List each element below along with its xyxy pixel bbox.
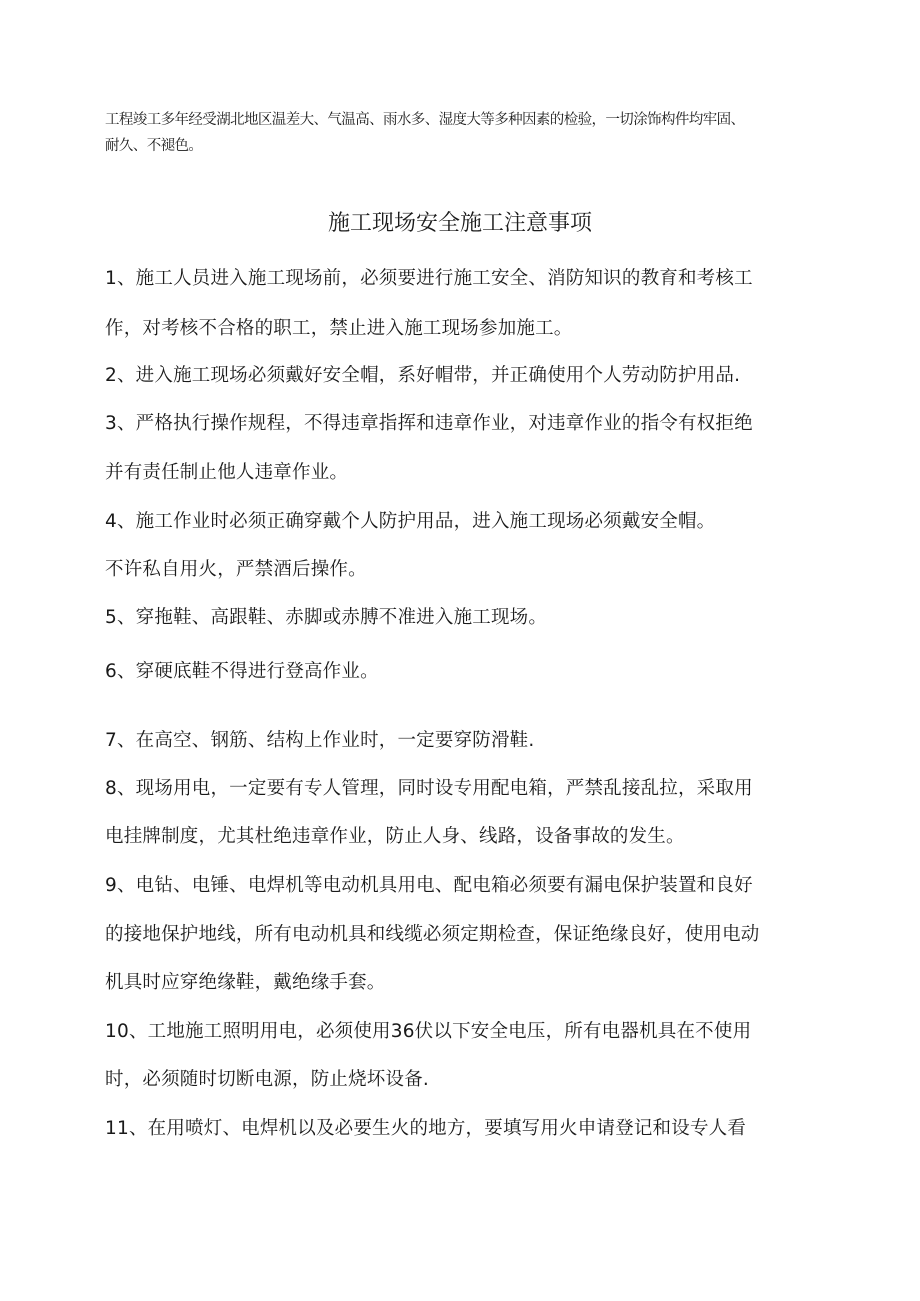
paragraph-line: 5、穿拖鞋、高跟鞋、赤脚或赤膊不准进入施工现场。 (105, 607, 548, 628)
paragraph-line: 1、施工人员进入施工现场前，必须要进行施工安全、消防知识的教育和考核工 (105, 268, 753, 289)
intro-line: 耐久、不褪色。 (105, 138, 203, 154)
paragraph-line: 11、在用喷灯、电焊机以及必要生火的地方，要填写用火申请登记和设专人看 (105, 1118, 747, 1139)
paragraph-line: 的接地保护地线，所有电动机具和线缆必须定期检查，保证绝缘良好，使用电动 (105, 924, 760, 945)
paragraph-line: 4、施工作业时必须正确穿戴个人防护用品，进入施工现场必须戴安全帽。 (105, 511, 716, 532)
paragraph-line: 机具时应穿绝缘鞋，戴绝缘手套。 (105, 972, 386, 993)
paragraph-line: 2、进入施工现场必须戴好安全帽，系好帽带，并正确使用个人劳动防护用品. (105, 365, 741, 386)
intro-line: 工程竣工多年经受湖北地区温差大、气温高、雨水多、湿度大等多种因素的检验，一切涂饰构件均牢固、 (105, 112, 745, 128)
paragraph-line: 电挂牌制度，尤其杜绝违章作业，防止人身、线路，设备事故的发生。 (105, 826, 685, 847)
paragraph-line: 7、在高空、钢筋、结构上作业时，一定要穿防滑鞋. (105, 730, 535, 751)
paragraph-line: 9、电钻、电锤、电焊机等电动机具用电、配电箱必须要有漏电保护装置和良好 (105, 875, 753, 896)
paragraph-line: 10、工地施工照明用电，必须使用36伏以下安全电压，所有电器机具在不使用 (105, 1021, 752, 1042)
paragraph-line: 时，必须随时切断电源，防止烧坏设备. (105, 1069, 429, 1090)
paragraph-line: 6、穿硬底鞋不得进行登高作业。 (105, 661, 379, 682)
paragraph-line: 并有责任制止他人违章作业。 (105, 462, 349, 483)
paragraph-line: 作，对考核不合格的职工，禁止进入施工现场参加施工。 (105, 318, 573, 339)
paragraph-line: 不许私自用火，严禁酒后操作。 (105, 559, 367, 580)
page-title: 施工现场安全施工注意事项 (327, 211, 592, 236)
paragraph-line: 8、现场用电，一定要有专人管理，同时设专用配电箱，严禁乱接乱拉，采取用 (105, 778, 753, 799)
paragraph-line: 3、严格执行操作规程，不得违章指挥和违章作业，对违章作业的指令有权拒绝 (105, 413, 753, 434)
